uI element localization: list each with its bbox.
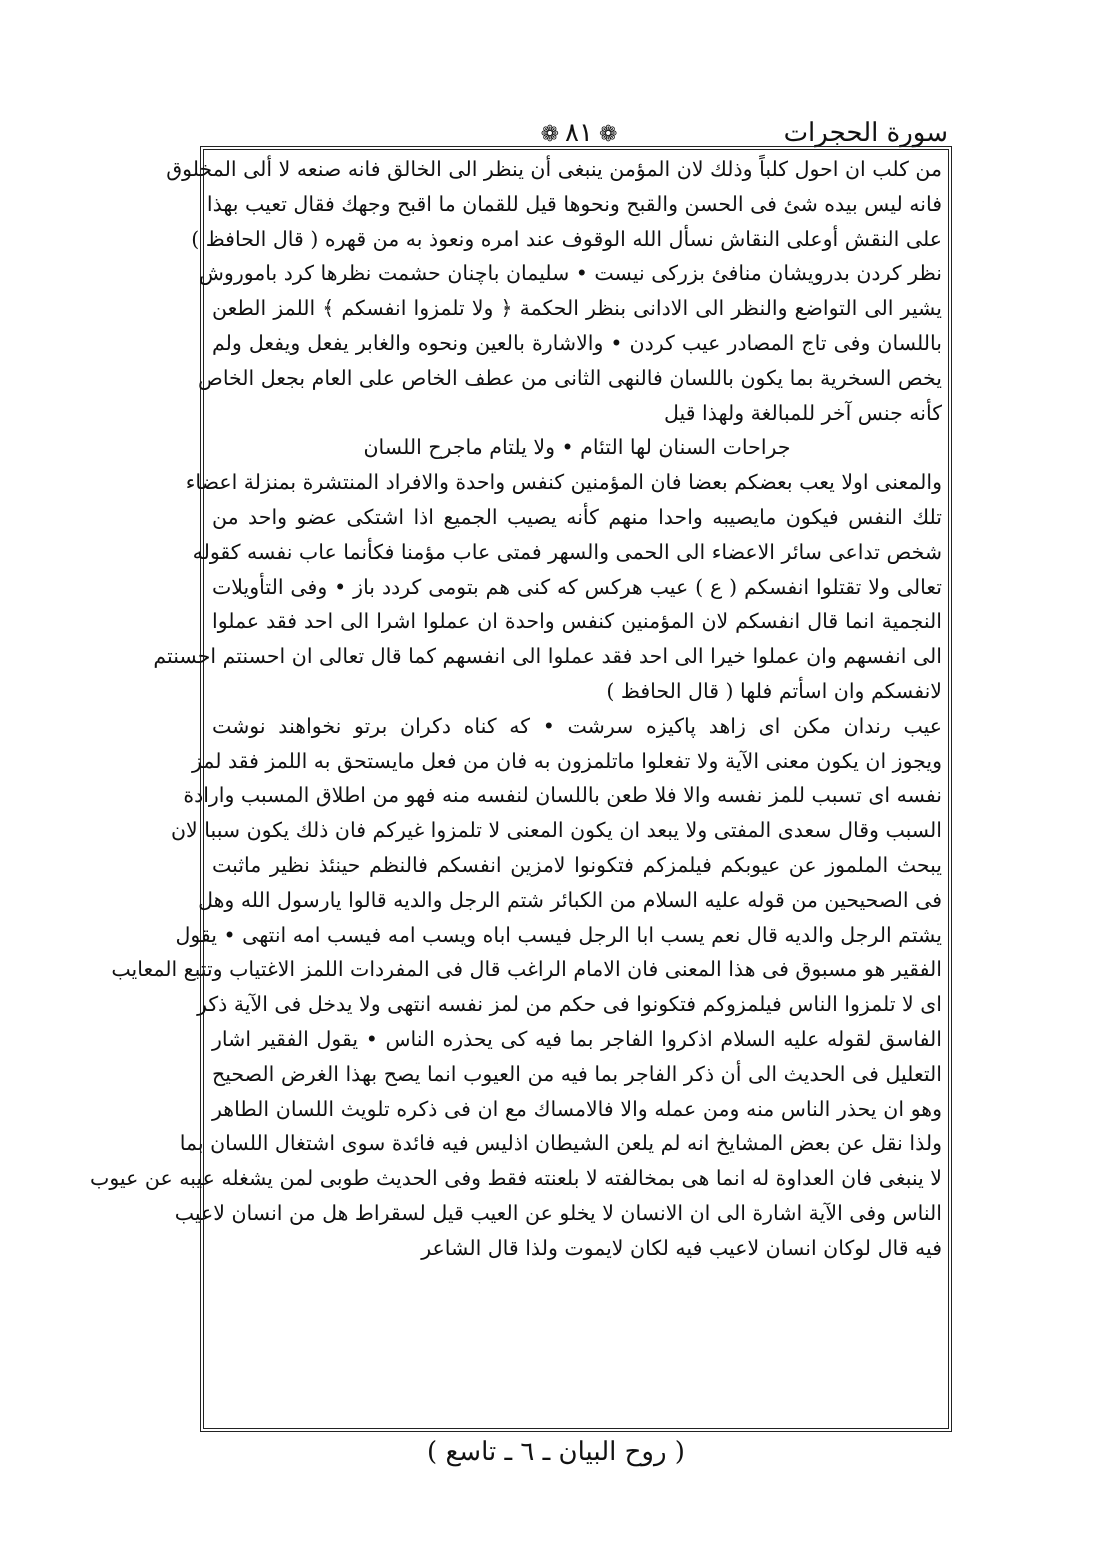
page-header xyxy=(210,112,948,150)
text-line: كأنه جنس آخر للمبالغة ولهذا قيل xyxy=(664,400,942,425)
text-line: الى انفسهم وان عملوا خيرا الى احد فقد عملوا الى انفسهم كما قال تعالى ان احسنتم احسنتم xyxy=(153,644,942,669)
text-line: الفقير هو مسبوق فى هذا المعنى فان الامام الراغب قال فى المفردات اللمز الاغتياب وتتبع المعايب xyxy=(111,957,942,982)
text-line: لانفسكم وان اسأتم فلها ( قال الحافظ ) xyxy=(606,678,942,703)
text-line: نفسه اى تسبب للمز نفسه والا فلا طعن باللسان لنفسه منه فهو من اطلاق المسبب وارادة xyxy=(183,783,942,808)
text-line: لا ينبغى فان العداوة له انما هى بمخالفته لا بلعنته فقط وفى الحديث طوبى لمن يشغله عيبه عن عيوب xyxy=(90,1166,942,1191)
page-number-value: ٨١ xyxy=(565,118,593,148)
text-line: من كلب ان احول كلباً وذلك لان المؤمن ينبغى أن ينظر الى الخالق فانه صنعه لا ألى المخلوق xyxy=(166,157,942,181)
text-line: نظر كردن بدرويشان منافئ بزركى نيست • سليمان باچنان حشمت نظرها كرد باموروش xyxy=(198,261,942,286)
body-text xyxy=(90,152,942,1428)
text-line: الفاسق لقوله عليه السلام اذكروا الفاجر بما فيه كى يحذره الناس • يقول الفقير اشار xyxy=(212,1026,942,1051)
text-line: والمعنى اولا يعب بعضكم بعضا فان المؤمنين كنفس واحدة والافراد المنتشرة بمنزلة اعضاء xyxy=(185,470,942,495)
text-line: الناس وفى الآية اشارة الى ان الانسان لا يخلو عن العيب قيل لسقراط هل من انسان لاعيب xyxy=(174,1200,942,1225)
verse-line: عيب رندان مكن اى زاهد پاكيزه سرشت • كه كناه دكران برتو نخواهند نوشت xyxy=(212,713,942,738)
text-line: يشتم الرجل والديه قال نعم يسب ابا الرجل فيسب اباه ويسب امه فيسب امه انتهى • يقول xyxy=(175,922,942,947)
page-footer xyxy=(0,1436,1112,1468)
text-line: ويجوز ان يكون معنى الآية ولا تفعلوا ماتلمزون به فان من فعل مايستحق به اللمز فقد لمز xyxy=(192,748,942,773)
text-line: تلك النفس فيكون مايصيبه واحدا منهم كأنه يصيب الجميع اذا اشتكى عضو واحد من xyxy=(212,504,942,529)
text-line: التعليل فى الحديث الى أن ذكر الفاجر بما فيه من العيوب انما يصح بهذا الغرض الصحيح xyxy=(212,1061,942,1086)
text-line: يشير الى التواضع والنظر الى الادانى بنظر الحكمة ﴿ ولا تلمزوا انفسكم ﴾ اللمز الطعن xyxy=(212,296,942,321)
text-line: اى لا تلمزوا الناس فيلمزوكم فتكونوا فى حكم من لمز نفسه انتهى ولا يدخل فى الآية ذكر xyxy=(197,992,942,1017)
text-line: ولذا نقل عن بعض المشايخ انه لم يلعن الشيطان اذليس فيه فائدة سوى اشتغال اللسان بما xyxy=(179,1131,942,1156)
text-line: النجمية انما قال انفسكم لان المؤمنين كنفس واحدة ان عملوا اشرا الى احد فقد عملوا xyxy=(212,609,942,634)
text-line: يخص السخرية بما يكون باللسان فالنهى الثانى من عطف الخاص على العام بجعل الخاص xyxy=(198,365,942,390)
text-line: شخص تداعى سائر الاعضاء الى الحمى والسهر فمتى عاب مؤمنا فكأنما عاب نفسه كقوله xyxy=(192,539,942,564)
ornament-right-icon: ❁ xyxy=(598,122,618,147)
verse-line: جراحات السنان لها التئام • ولا يلتام ماجرح اللسان xyxy=(363,435,791,460)
footer-signature: ( روح البيان ـ ٦ ـ تاسع ) xyxy=(427,1437,685,1467)
text-line: يبحث الملموز عن عيوبكم فيلمزكم فتكونوا لامزين انفسكم فالنظم حينئذ نظير ماثبت xyxy=(212,852,942,877)
text-line: تعالى ولا تقتلوا انفسكم ( ع ) عيب هركس كه كنى هم بتومى كردد باز • وفى التأويلات xyxy=(212,574,942,599)
surah-title: سورة الحجرات xyxy=(783,118,948,148)
text-line: فى الصحيحين من قوله عليه السلام من الكبائر شتم الرجل والديه قالوا يارسول الله وهل xyxy=(198,887,942,912)
text-line: فانه ليس بيده شئ فى الحسن والقبح ونحوها قيل للقمان ما اقبح وجهك فقال تعيب بهذا xyxy=(206,191,942,216)
text-line: باللسان وفى تاج المصادر عيب كردن • والاشارة بالعين ونحوه والغابر يفعل ويفعل ولم xyxy=(212,330,942,355)
ornament-left-icon: ❁ xyxy=(540,122,560,147)
text-line: فيه قال لوكان انسان لاعيب فيه لكان لايموت ولذا قال الشاعر xyxy=(421,1235,942,1260)
text-line: السبب وقال سعدى المفتى ولا يبعد ان يكون المعنى لا تلمزوا غيركم فان ذلك يكون سببا لان xyxy=(171,818,942,843)
text-line: وهو ان يحذر الناس منه ومن عمله والا فالامساك مع ان فى ذكره تلويث اللسان الطاهر xyxy=(212,1096,942,1121)
text-line: على النقش أوعلى النقاش نسأل الله الوقوف عند امره ونعوذ به من قهره ( قال الحافظ ) xyxy=(191,226,942,251)
